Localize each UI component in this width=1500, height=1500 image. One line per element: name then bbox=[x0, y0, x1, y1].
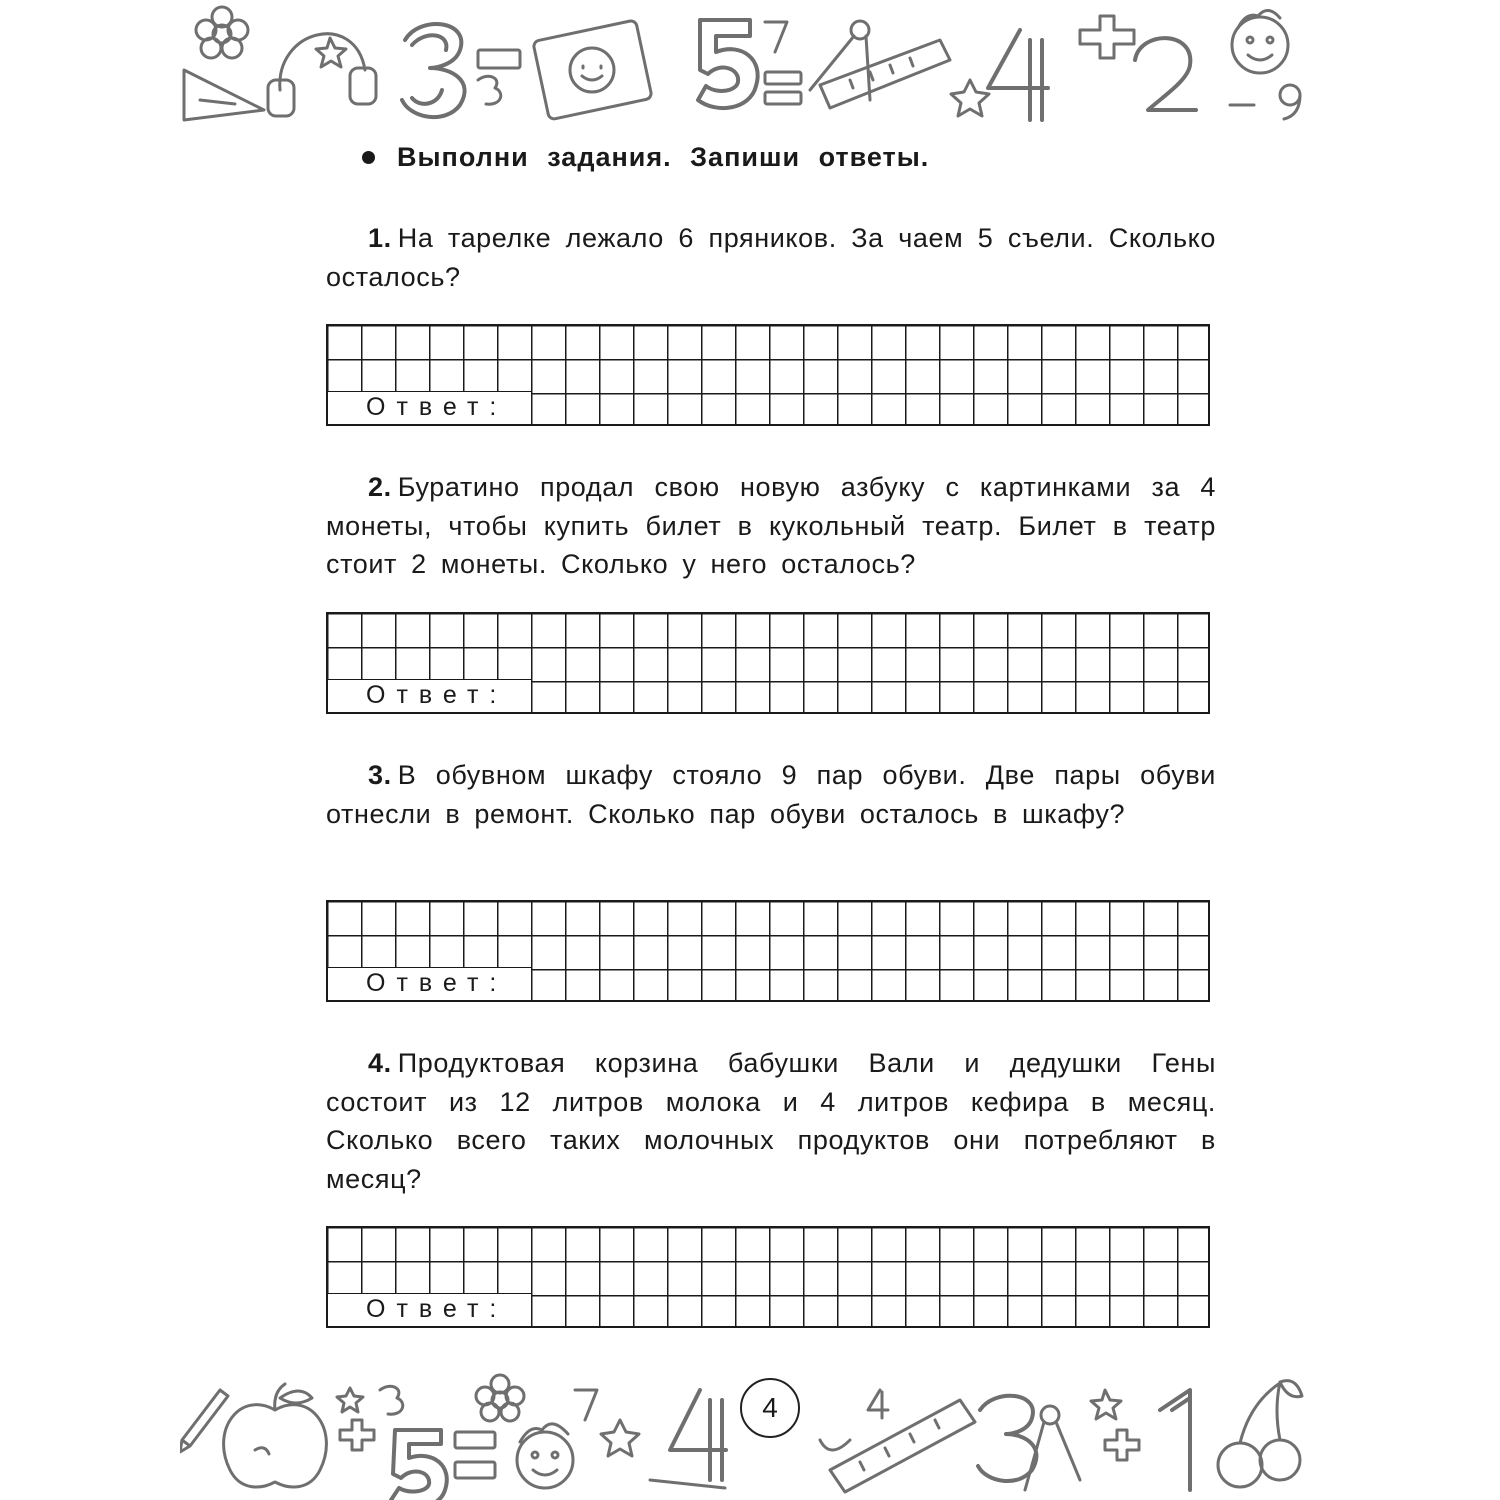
task-2-body: Буратино продал свою новую азбуку с картинками за 4 монеты, чтобы купить билет в кукольный театр. Билет в театр стоит 2 монеты. Сколько у него осталось? bbox=[326, 472, 1216, 579]
flower-icon bbox=[196, 7, 248, 58]
plus-sign-2 bbox=[1105, 1430, 1139, 1460]
task-4 bbox=[326, 1044, 1216, 1198]
bottom-decorative-border bbox=[180, 1370, 1305, 1500]
minus-sign bbox=[455, 1432, 495, 1478]
banknote-icon bbox=[533, 20, 652, 120]
triangle-ruler-icon bbox=[184, 70, 264, 120]
task-2 bbox=[326, 468, 1216, 584]
answer-grid-2[interactable] bbox=[326, 612, 1210, 714]
digit-3 bbox=[402, 24, 465, 117]
minus-sign bbox=[478, 50, 520, 68]
answer-label: Ответ: bbox=[328, 967, 532, 1000]
digit-4 bbox=[988, 30, 1048, 120]
star-icon bbox=[337, 1388, 363, 1412]
apple-icon bbox=[224, 1384, 327, 1487]
answer-grid-4[interactable] bbox=[326, 1226, 1210, 1328]
headphones-icon bbox=[268, 34, 376, 116]
ruler-icon bbox=[820, 40, 950, 108]
task-1 bbox=[326, 219, 1216, 296]
task-2-text bbox=[326, 468, 1216, 584]
answer-label: Ответ: bbox=[328, 391, 532, 424]
star-icon-2 bbox=[951, 80, 989, 116]
star-icon-3 bbox=[1091, 1390, 1121, 1419]
star-icon bbox=[316, 38, 346, 67]
task-1-body: На тарелке лежало 6 пряников. За чаем 5 съели. Сколько осталось? bbox=[326, 223, 1216, 292]
answer-label: Ответ: bbox=[328, 679, 532, 712]
top-decorative-border bbox=[180, 0, 1305, 135]
instruction bbox=[362, 142, 929, 173]
task-4-text bbox=[326, 1044, 1216, 1198]
task-3-number: 3. bbox=[368, 760, 392, 790]
face-icon bbox=[1232, 10, 1288, 73]
plus-sign bbox=[1080, 16, 1134, 58]
task-3 bbox=[326, 756, 1216, 833]
answer-grid-3[interactable] bbox=[326, 900, 1210, 1002]
digit-4-small bbox=[868, 1390, 888, 1418]
plus-sign bbox=[340, 1420, 374, 1450]
digit-5 bbox=[698, 20, 758, 108]
task-2-number: 2. bbox=[368, 472, 392, 502]
task-3-text bbox=[326, 756, 1216, 833]
answer-label: Ответ: bbox=[328, 1293, 532, 1326]
ruler-icon bbox=[830, 1400, 975, 1492]
task-1-text bbox=[326, 219, 1216, 296]
digit-2 bbox=[1135, 38, 1196, 110]
instruction-text: Выполни задания. Запиши ответы. bbox=[397, 142, 930, 172]
digit-3-small bbox=[380, 1386, 403, 1414]
digit-3-small bbox=[478, 76, 501, 104]
compass-icon bbox=[810, 21, 870, 100]
digit-4 bbox=[670, 1390, 726, 1480]
cherry-icon bbox=[1218, 1381, 1302, 1487]
bullet-icon bbox=[362, 151, 375, 164]
star-icon-2 bbox=[601, 1420, 639, 1456]
task-4-body: Продуктовая корзина бабушки Вали и дедушки Гены состоит из 12 литров молока и 4 литров кефира в месяц. Сколько всего таких молочных продуктов они потребляют в месяц? bbox=[326, 1048, 1216, 1194]
digit-7 bbox=[765, 22, 787, 52]
task-1-number: 1. bbox=[368, 223, 392, 253]
answer-grid-1[interactable] bbox=[326, 324, 1210, 426]
semicircle-icon bbox=[820, 1440, 850, 1450]
task-3-body: В обувном шкафу стояло 9 пар обуви. Две пары обуви отнесли в ремонт. Сколько пар обуви осталось в шкафу? bbox=[326, 760, 1216, 829]
page-number: 4 bbox=[740, 1378, 800, 1438]
digit-9 bbox=[1280, 85, 1300, 119]
face-icon bbox=[517, 1424, 573, 1488]
task-4-number: 4. bbox=[368, 1048, 392, 1078]
digit-7 bbox=[575, 1390, 597, 1420]
digit-5 bbox=[391, 1430, 447, 1500]
flower-icon bbox=[476, 1375, 524, 1421]
digit-3 bbox=[978, 1396, 1036, 1481]
equals-sign bbox=[765, 72, 801, 104]
digit-1 bbox=[1160, 1390, 1190, 1490]
pencil-icon bbox=[180, 1390, 228, 1452]
pencil-icon-2 bbox=[650, 1480, 725, 1488]
